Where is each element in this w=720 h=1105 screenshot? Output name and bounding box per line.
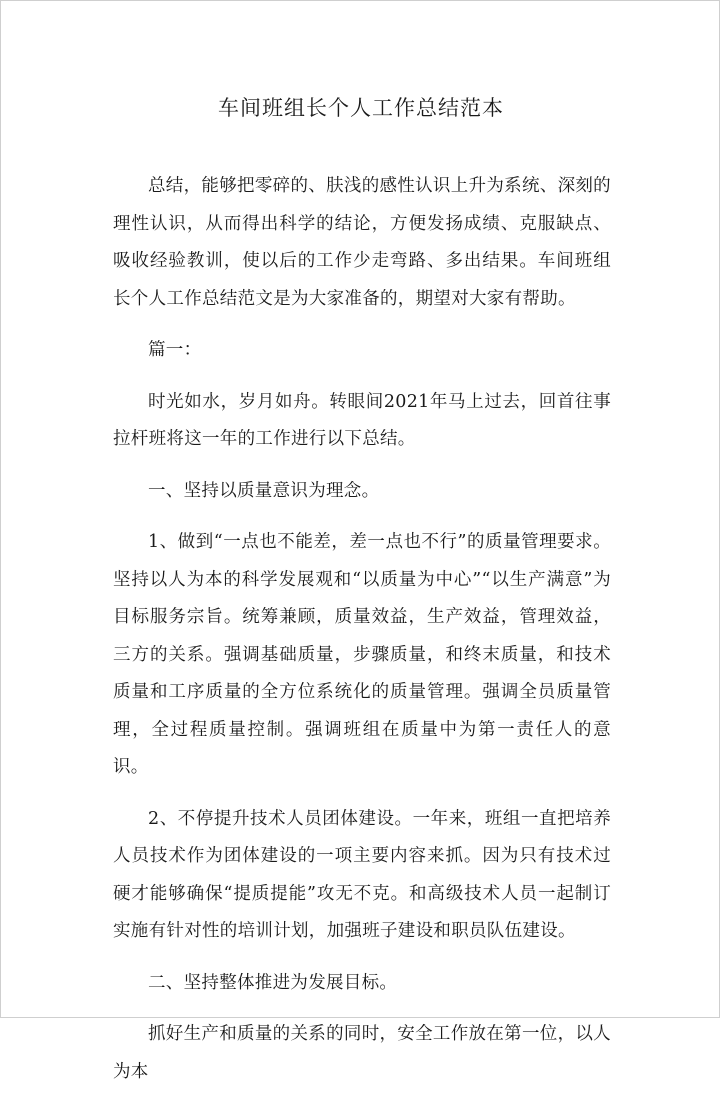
heading-overall-progress: 二、坚持整体推进为发展目标。 xyxy=(148,972,398,993)
document-body xyxy=(113,168,611,1105)
document-title: 车间班组长个人工作总结范本 xyxy=(218,96,504,120)
paragraph-quality-management: 1、做到“一点也不能差，差一点也不行”的质量管理要求。坚持以人为本的科学发展观和“以质量为中心”“以生产满意”为目标服务宗旨。统筹兼顾，质量效益，生产效益，管理效益，三方的关系。强调基础质量，步骤质量，和终末质量，和技术质量和工序质量的全方位系统化的质量管理。强调全员质量管理，全过程质量控制。强调班组在质量中为第一责任人的意识。 xyxy=(113,532,611,777)
paragraph-production-quality: 抓好生产和质量的关系的同时，安全工作放在第一位，以人为本 xyxy=(113,1024,611,1082)
paragraph-section-label: 篇一： xyxy=(148,340,202,360)
heading-quality-awareness: 一、坚持以质量意识为理念。 xyxy=(148,480,380,501)
paragraph-intro: 总结，能够把零碎的、肤浅的感性认识上升为系统、深刻的理性认识，从而得出科学的结论，方便发扬成绩、克服缺点、吸收经验教训，使以后的工作少走弯路、多出结果。车间班组长个人工作总结范文是为大家准备的，期望对大家有帮助。 xyxy=(113,176,611,309)
paragraph-opening: 时光如水，岁月如舟。转眼间2021年马上过去，回首往事拉杆班将这一年的工作进行以下总结。 xyxy=(113,391,611,449)
paragraph-team-building: 2、不停提升技术人员团体建设。一年来，班组一直把培养人员技术作为团体建设的一项主要内容来抓。因为只有技术过硬才能够确保“提质提能”攻无不克。和高级技术人员一起制订实施有针对性的培训计划，加强班子建设和职员队伍建设。 xyxy=(113,808,611,941)
